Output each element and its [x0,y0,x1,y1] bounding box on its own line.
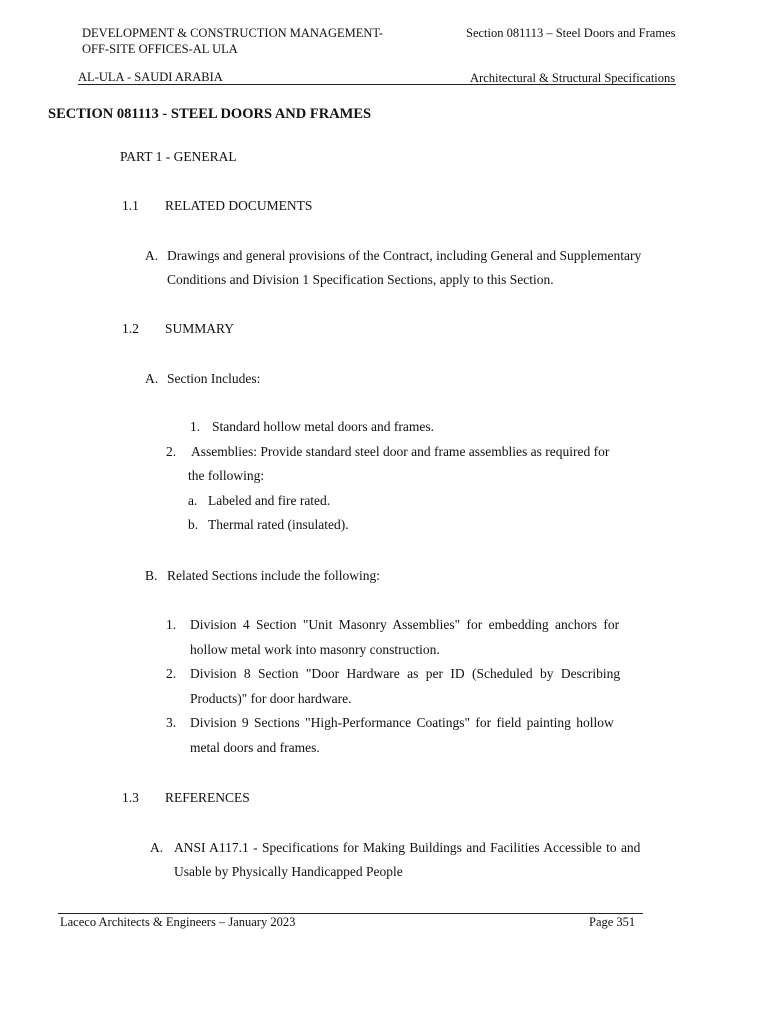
list-item-text: Division 4 Section "Unit Masonry Assemblies" for embedding anchors for [190,617,620,632]
list-number: 2. [166,666,177,681]
paragraph-text: Related Sections include the following: [167,568,380,583]
list-item-text: metal doors and frames. [190,740,320,755]
list-number: 1. [190,419,201,434]
paragraph-label: B. [145,568,158,583]
list-item-text: the following: [188,468,265,483]
paragraph-text: ANSI A117.1 - Specifications for Making Buildings and Facilities Accessible to and [174,840,641,855]
list-item-text: Division 8 Section "Door Hardware as per ID (Scheduled by Describing [190,666,621,681]
header-spec-type: Architectural & Structural Specifications [470,71,676,85]
header-section-ref: Section 081113 – Steel Doors and Frames [466,26,676,40]
paragraph-label: A. [150,840,164,855]
paragraph-text: Drawings and general provisions of the Contract, including General and Supplementary [167,248,642,263]
article-title-summary: SUMMARY [165,321,235,336]
paragraph-label: A. [145,248,159,263]
list-item-text: Products)" for door hardware. [190,691,352,706]
article-number-1-3: 1.3 [122,790,139,805]
article-title-references: REFERENCES [165,790,250,805]
header-company-line2: OFF-SITE OFFICES-AL ULA [82,42,238,56]
article-number-1-1: 1.1 [122,198,139,213]
article-title-related-documents: RELATED DOCUMENTS [165,198,313,213]
list-item-text: Assemblies: Provide standard steel door and frame assemblies as required for [191,444,610,459]
list-number: 1. [166,617,177,632]
sub-item-label: b. [188,517,199,532]
header-company-line1: DEVELOPMENT & CONSTRUCTION MANAGEMENT- [82,26,384,40]
part-heading: PART 1 - GENERAL [120,149,237,164]
paragraph-text: Usable by Physically Handicapped People [174,864,403,879]
page-number: Page 351 [589,915,636,929]
sub-item-text: Labeled and fire rated. [208,493,331,508]
list-item-text: Standard hollow metal doors and frames. [212,419,434,434]
list-number: 3. [166,715,177,730]
sub-item-text: Thermal rated (insulated). [208,517,349,532]
header-rule [78,84,676,85]
section-title: SECTION 081113 - STEEL DOORS AND FRAMES [48,106,372,122]
list-item-text: hollow metal work into masonry construction. [190,642,440,657]
list-item-text: Division 9 Sections "High-Performance Coatings" for field painting hollow [190,715,614,730]
article-number-1-2: 1.2 [122,321,139,336]
header-location: AL-ULA - SAUDI ARABIA [78,70,223,84]
paragraph-label: A. [145,371,159,386]
list-number: 2. [166,444,177,459]
sub-item-label: a. [188,493,198,508]
footer-author-date: Laceco Architects & Engineers – January 2023 [60,915,296,929]
paragraph-text: Section Includes: [167,371,261,386]
paragraph-text: Conditions and Division 1 Specification Sections, apply to this Section. [167,272,554,287]
